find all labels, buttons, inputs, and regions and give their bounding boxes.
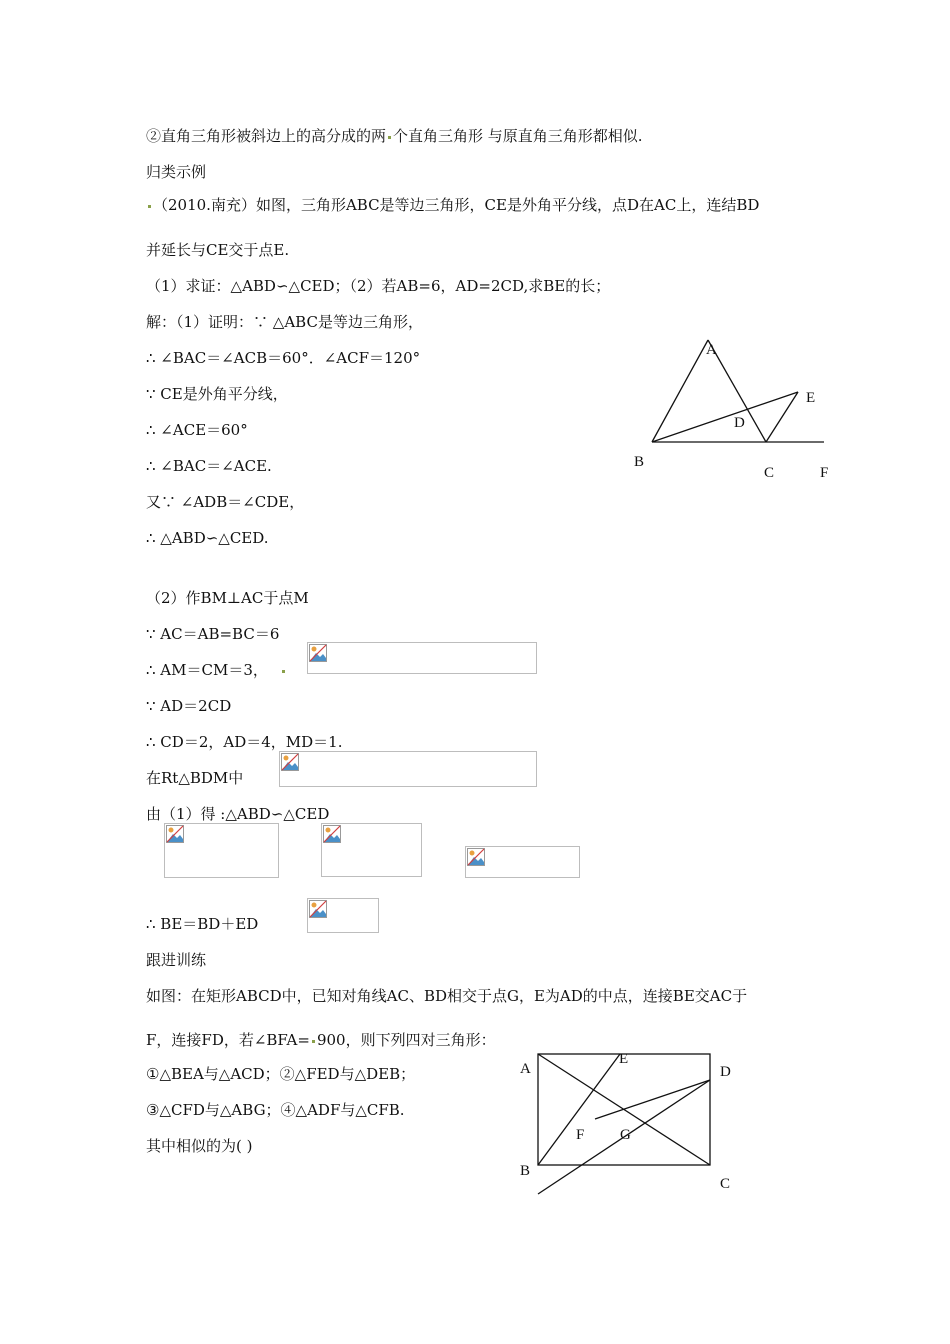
text-l23: F，连接FD，若∠BFA= — [146, 1031, 310, 1049]
broken-image-icon — [166, 825, 184, 843]
formula-image — [164, 823, 279, 878]
label-e: E — [619, 1051, 629, 1067]
text-l1: ②直角三角形被斜边上的高分成的两 — [146, 127, 387, 145]
broken-image-icon — [309, 900, 327, 918]
label-e: E — [806, 390, 816, 406]
solution-line: ∴ BE＝BD＋ED — [146, 915, 259, 933]
section-heading: 跟进训练 — [146, 951, 207, 969]
solution-line: ∴ ∠BAC＝∠ACE. — [146, 457, 272, 475]
label-c: C — [720, 1176, 731, 1192]
marker-dot — [312, 1040, 315, 1043]
problem-line — [146, 195, 759, 215]
rectangle-figure — [510, 1044, 750, 1204]
solution-line: ∵ CE是外角平分线， — [146, 385, 288, 403]
triangle-figure — [620, 330, 840, 490]
text-l15: ∴ AM＝CM＝3， — [146, 661, 268, 679]
label-g: G — [620, 1127, 631, 1143]
exercise-line: 如图：在矩形ABCD中，已知对角线AC、BD相交于点G，E为AD的中点，连接BE交AC于 — [146, 987, 748, 1005]
label-f: F — [820, 465, 829, 481]
exercise-line: 其中相似的为( ) — [146, 1137, 253, 1155]
exercise-line — [146, 1030, 496, 1050]
label-b: B — [634, 454, 645, 470]
broken-image-icon — [281, 753, 299, 771]
exercise-line: ①△BEA与△ACD；②△FED与△DEB； — [146, 1065, 416, 1083]
label-c: C — [764, 465, 775, 481]
text-l1b: 个直角三角形 与原直角三角形都相似. — [393, 127, 643, 145]
broken-image-icon — [467, 848, 485, 866]
solution-line: ∵ AC＝AB=BC＝6 — [146, 625, 280, 643]
formula-image — [321, 823, 422, 877]
formula-image — [307, 898, 379, 933]
text-l3: （2010.南充）如图，三角形ABC是等边三角形，CE是外角平分线，点D在AC上，连结BD — [153, 196, 760, 214]
label-d: D — [734, 415, 745, 431]
solution-line: 由（1）得 :△ABD∽△CED — [146, 805, 330, 823]
theorem-line — [146, 126, 643, 146]
label-d: D — [720, 1064, 731, 1080]
formula-image — [279, 751, 537, 787]
solution-line: ∵ AD＝2CD — [146, 697, 232, 715]
marker-dot — [148, 205, 151, 208]
solution-line: ∴ CD＝2，AD＝4，MD＝1. — [146, 733, 343, 751]
marker-dot — [388, 136, 391, 139]
solution-line — [146, 660, 287, 680]
solution-line: ∴ △ABD∽△CED. — [146, 529, 269, 547]
formula-image — [307, 642, 537, 674]
broken-image-icon — [323, 825, 341, 843]
solution-line: 在Rt△BDM中 — [146, 769, 244, 787]
problem-line-2: 并延长与CE交于点E. — [146, 241, 290, 259]
solution-line: ∴ ∠BAC＝∠ACB＝60°．∠ACF＝120° — [146, 349, 421, 367]
solution-line: ∴ ∠ACE＝60° — [146, 421, 248, 439]
section-heading: 归类示例 — [146, 163, 207, 181]
solution-line: 又∵ ∠ADB＝∠CDE， — [146, 493, 305, 511]
label-a: A — [520, 1061, 531, 1077]
solution-line: （2）作BM⊥AC于点M — [146, 589, 309, 607]
label-b: B — [520, 1163, 531, 1179]
broken-image-icon — [309, 644, 327, 662]
formula-image — [465, 846, 580, 878]
label-a: A — [706, 342, 717, 358]
question-line: （1）求证：△ABD∽△CED；（2）若AB=6，AD=2CD,求BE的长； — [146, 277, 611, 295]
exercise-line: ③△CFD与△ABG；④△ADF与△CFB. — [146, 1101, 405, 1119]
marker-dot — [282, 670, 285, 673]
text-l23b: 900，则下列四对三角形： — [316, 1031, 496, 1049]
solution-line: 解：（1）证明：∵ △ABC是等边三角形， — [146, 313, 423, 331]
label-f: F — [576, 1127, 585, 1143]
